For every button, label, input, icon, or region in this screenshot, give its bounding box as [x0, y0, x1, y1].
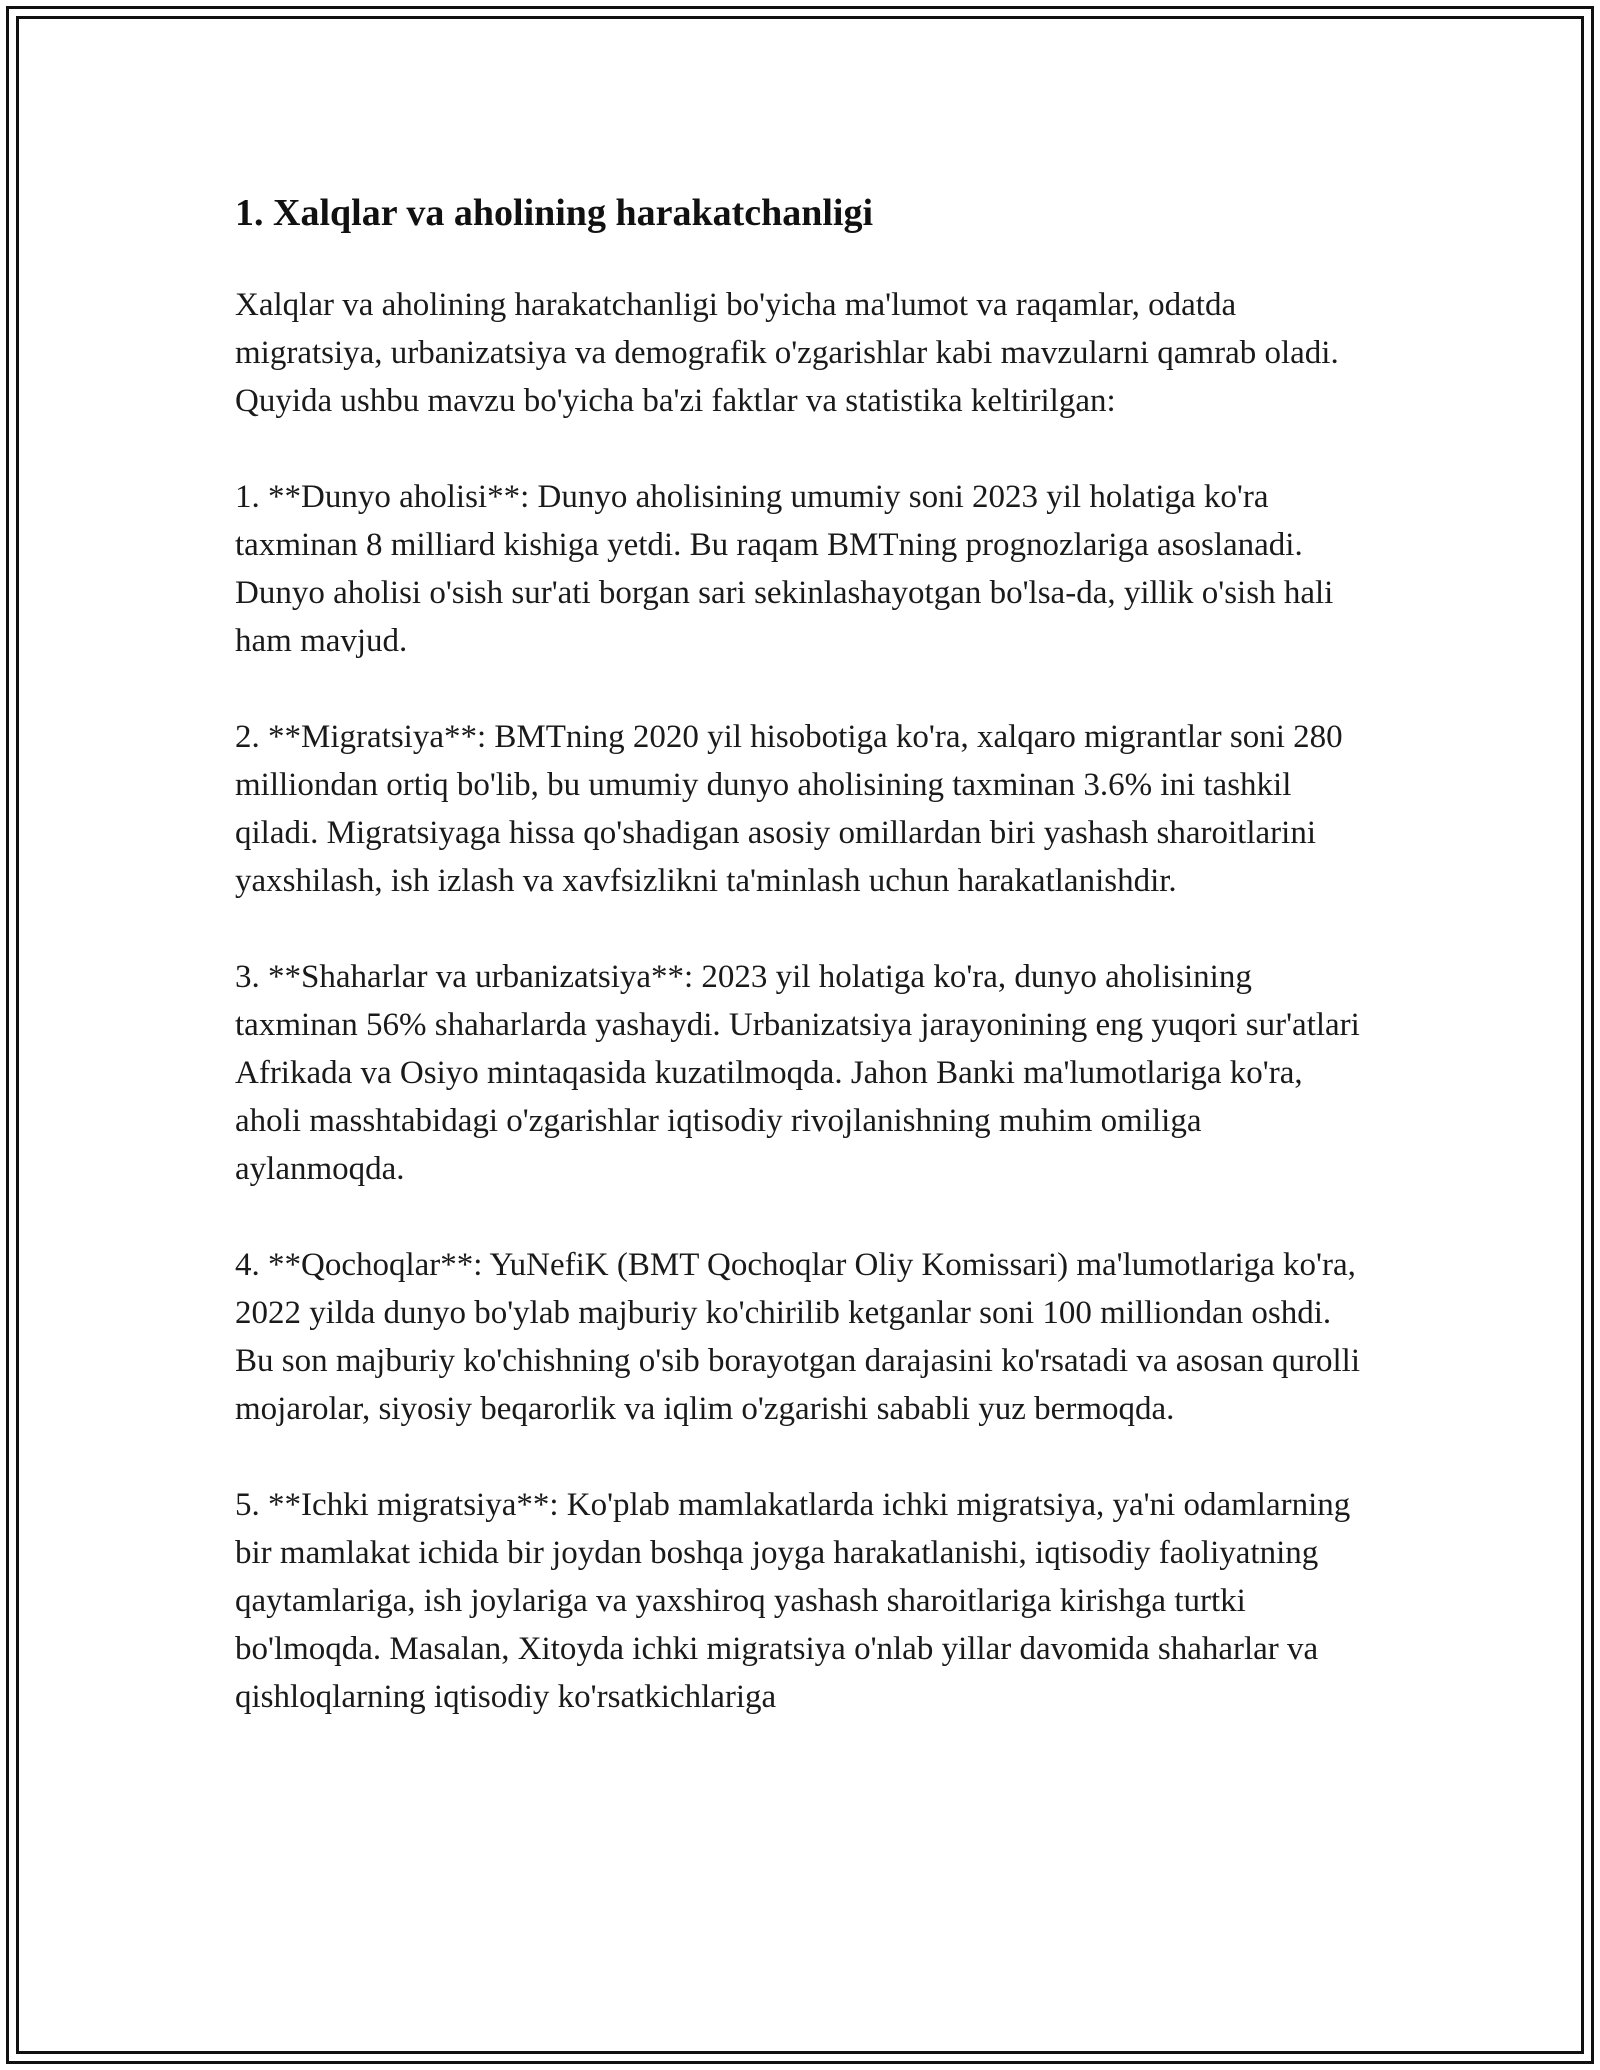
paragraph-urbanization: 3. **Shaharlar va urbanizatsiya**: 2023 yil holatiga ko'ra, dunyo aholisining taxminan 56% shaharlarda yashaydi. Urbanizatsiya jarayonining eng yuqori sur'atlari Afrikada va Osiyo mintaqasida kuzatilmoqda. Jahon Banki ma'lumotlariga ko'ra, aholi masshtabidagi o'zgarishlar iqtisodiy rivojlanishning muhim omiliga aylanmoqda.	[235, 959, 1360, 1187]
paragraph-internal-migration: 5. **Ichki migratsiya**: Ko'plab mamlakatlarda ichki migratsiya, ya'ni odamlarning bir mamlakat ichida bir joydan boshqa joyga harakatlanishi, iqtisodiy faoliyatning qaytamlariga, ish joylariga va yaxshiroq yashash sharoitlariga kirishga turtki bo'lmoqda. Masalan, Xitoyda ichki migratsiya o'nlab yillar davomida shaharlar va qishloqlarning iqtisodiy ko'rsatkichlariga	[235, 1487, 1351, 1715]
page-title: 1. Xalqlar va aholining harakatchanligi	[235, 192, 874, 234]
intro-paragraph: Xalqlar va aholining harakatchanligi bo'yicha ma'lumot va raqamlar, odatda migratsiya, urbanizatsiya va demografik o'zgarishlar kabi mavzularni qamrab oladi. Quyida ushbu mavzu bo'yicha ba'zi faktlar va statistika keltirilgan:	[235, 287, 1339, 419]
paragraph-world-population: 1. **Dunyo aholisi**: Dunyo aholisining umumiy soni 2023 yil holatiga ko'ra taxminan 8 milliard kishiga yetdi. Bu raqam BMTning prognozlariga asoslanadi. Dunyo aholisi o'sish sur'ati borgan sari sekinlashayotgan bo'lsa-da, yillik o'sish hali ham mavjud.	[235, 479, 1334, 659]
document-body	[235, 185, 1375, 1769]
paragraph-migration: 2. **Migratsiya**: BMTning 2020 yil hisobotiga ko'ra, xalqaro migrantlar soni 280 milliondan ortiq bo'lib, bu umumiy dunyo aholisining taxminan 3.6% ini tashkil qiladi. Migratsiyaga hissa qo'shadigan asosiy omillardan biri yashash sharoitlarini yaxshilash, ish izlash va xavfsizlikni ta'minlash uchun harakatlanishdir.	[235, 719, 1343, 899]
paragraph-refugees: 4. **Qochoqlar**: YuNefiK (BMT Qochoqlar Oliy Komissari) ma'lumotlariga ko'ra, 2022 yilda dunyo bo'ylab majburiy ko'chirilib ketganlar soni 100 milliondan oshdi. Bu son majburiy ko'chishning o'sib borayotgan darajasini ko'rsatadi va asosan qurolli mojarolar, siyosiy beqarorlik va iqlim o'zgarishi sababli yuz bermoqda.	[235, 1247, 1360, 1427]
